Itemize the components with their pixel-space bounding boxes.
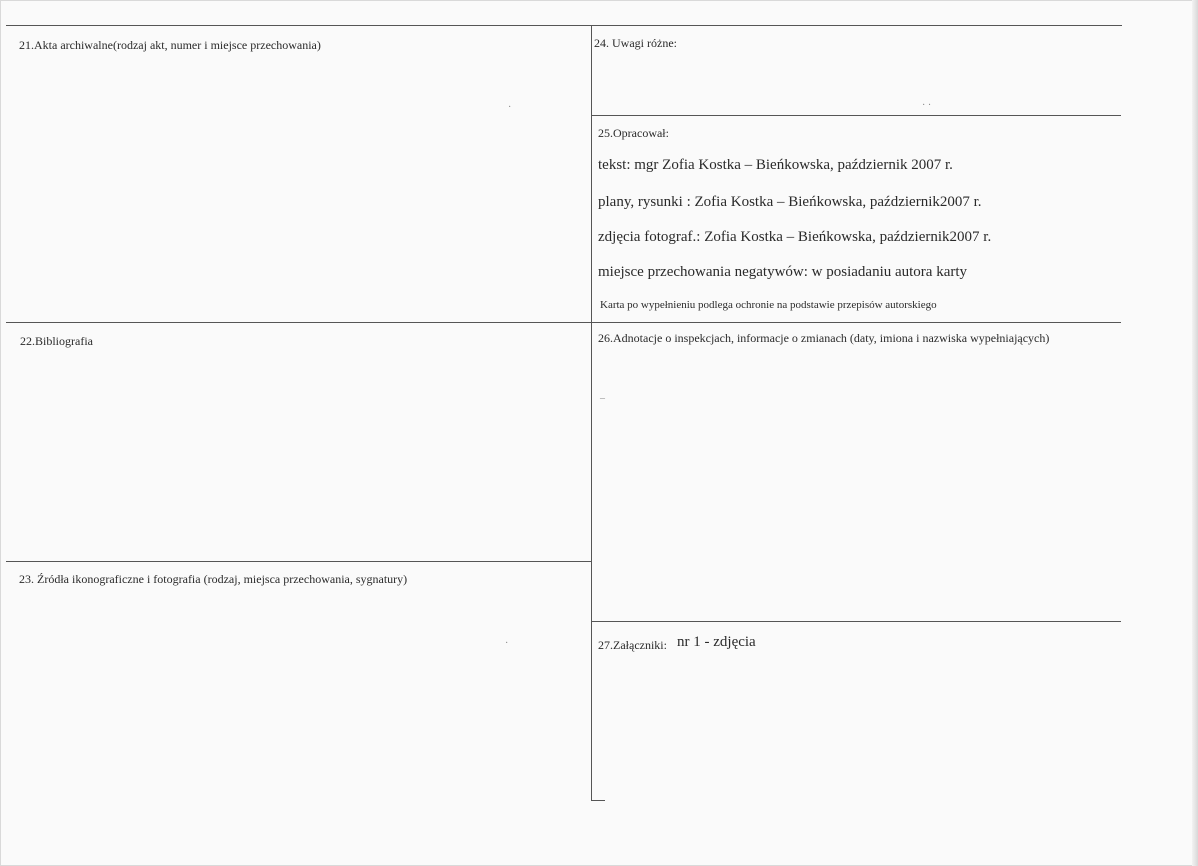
scan-speck: · · (922, 100, 932, 111)
scan-edge (1192, 0, 1198, 866)
section-25-label: 25.Opracował: (598, 126, 669, 140)
divider-22-23 (6, 561, 591, 562)
section-23-label: 23. Źródła ikonograficzne i fotografia (rodzaj, miejsca przechowania, sygnatury) (19, 572, 408, 586)
section-25-copyright-note: Karta po wypełnieniu podlega ochronie na podstawie przepisów autorskiego (600, 299, 937, 311)
bottom-tick-line (591, 800, 605, 801)
divider-26-27 (591, 621, 1121, 622)
section-27-value: nr 1 - zdjęcia (677, 634, 756, 650)
divider-24-25 (591, 115, 1121, 116)
section-25-line-text: tekst: mgr Zofia Kostka – Bieńkowska, październik 2007 r. (598, 157, 953, 173)
scan-speck: · (505, 638, 509, 649)
center-divider-line (591, 25, 592, 800)
section-25-line-plans: plany, rysunki : Zofia Kostka – Bieńkowska, październik2007 r. (598, 194, 982, 210)
section-24-label: 24. Uwagi różne: (594, 36, 677, 50)
section-21-label: 21.Akta archiwalne(rodzaj akt, numer i miejsce przechowania) (19, 38, 321, 52)
scan-speck: · (508, 102, 512, 113)
divider-21-22 (6, 322, 1121, 323)
section-25-line-storage: miejsce przechowania negatywów: w posiadaniu autora karty (598, 264, 968, 280)
top-border-line (6, 25, 1122, 26)
section-22-label: 22.Bibliografia (20, 334, 93, 348)
section-26-label: 26.Adnotacje o inspekcjach, informacje o zmianach (daty, imiona i nazwiska wypełniających) (598, 331, 1050, 345)
section-25-line-photos: zdjęcia fotograf.: Zofia Kostka – Bieńkowska, październik2007 r. (598, 229, 992, 245)
section-27-label: 27.Załączniki: (598, 638, 667, 652)
scan-speck: – (600, 393, 605, 404)
